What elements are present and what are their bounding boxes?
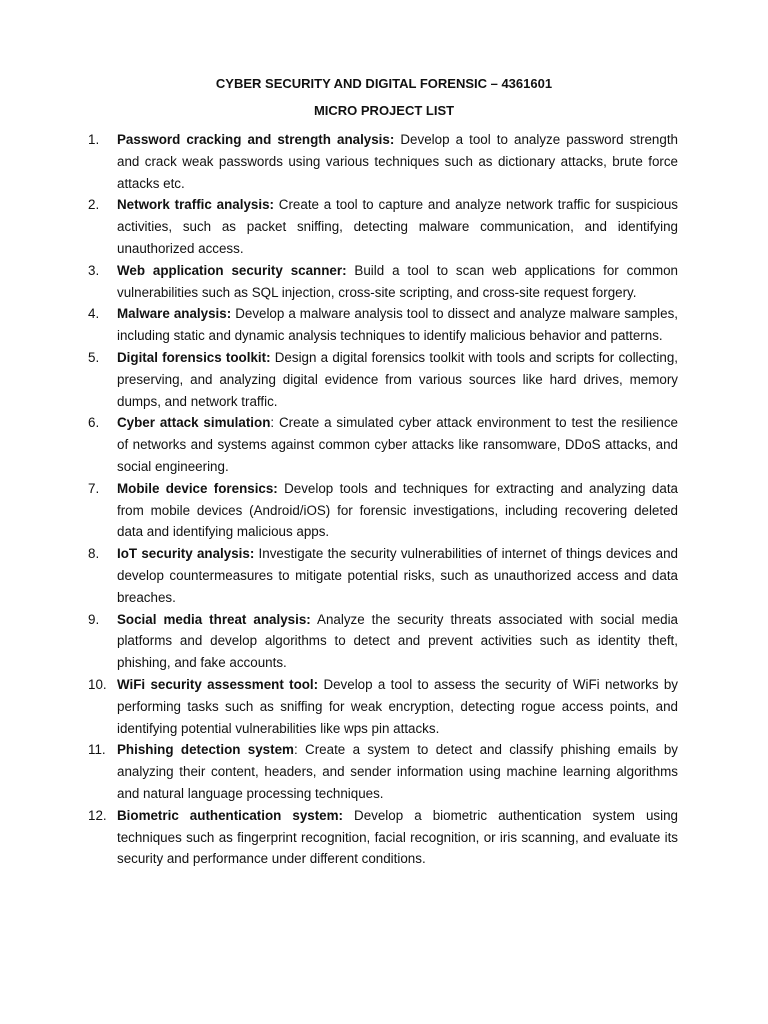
list-item <box>88 478 678 543</box>
list-item <box>88 194 678 259</box>
item-text: Design a digital forensics toolkit with tools and scripts for collecting, preserving, and analyzing digital evidence from various sources like hard drives, memory dumps, and network traffic. <box>117 349 678 409</box>
item-number: 9. <box>88 611 100 627</box>
item-term: Web application security scanner: <box>117 262 347 278</box>
item-text: : Create a system to detect and classify phishing emails by analyzing their content, headers, and sender information using machine learning algorithms and natural language processing techniques. <box>117 742 678 801</box>
list-item <box>88 260 678 304</box>
list-item <box>88 805 678 870</box>
item-number: 6. <box>88 415 100 431</box>
item-term: Cyber attack simulation <box>117 415 271 431</box>
item-term: Phishing detection system <box>117 742 294 758</box>
list-item <box>88 129 678 194</box>
list-item <box>88 739 678 804</box>
item-term: IoT security analysis: <box>117 546 255 562</box>
item-number: 7. <box>88 480 100 496</box>
item-term: Malware analysis: <box>117 306 232 322</box>
item-term: Password cracking and strength analysis: <box>117 132 395 147</box>
project-list <box>88 129 678 870</box>
item-number: 3. <box>88 262 100 278</box>
item-term: Digital forensics toolkit: <box>117 349 271 365</box>
item-number: 8. <box>88 546 100 562</box>
item-text: Investigate the security vulnerabilities of internet of things devices and develop countermeasures to mitigate potential risks, such as unauthorized access and data breaches. <box>117 546 678 605</box>
document-subtitle: MICRO PROJECT LIST <box>313 103 455 118</box>
list-item <box>88 303 678 347</box>
item-term: Biometric authentication system: <box>117 807 343 823</box>
item-text: Develop a biometric authentication system using techniques such as fingerprint recognition, facial recognition, or iris scanning, and evaluate its security and performance under different conditions. <box>117 807 678 867</box>
item-text: Develop a tool to analyze password strength and crack weak passwords using various techniques such as dictionary attacks, brute force attacks etc. <box>117 132 678 191</box>
item-text: Analyze the security threats associated with social media platforms and develop algorithms to detect and prevent activities such as identity theft, phishing, and fake accounts. <box>117 611 679 671</box>
item-text: Create a tool to capture and analyze network traffic for suspicious activities, such as packet sniffing, detecting malware communication, and identifying unauthorized access. <box>117 197 678 256</box>
item-text: : Create a simulated cyber attack environment to test the resilience of networks and systems against common cyber attacks like ransomware, DDoS attacks, and social engineering. <box>117 415 678 474</box>
item-term: WiFi security assessment tool: <box>117 676 319 692</box>
item-number: 12. <box>88 807 107 823</box>
item-number: 5. <box>88 349 100 365</box>
item-text: Develop tools and techniques for extracting and analyzing data from mobile devices (Android/iOS) for forensic investigations, including recovering deleted data and identifying malicious apps. <box>117 480 678 540</box>
item-term: Network traffic analysis: <box>117 197 274 213</box>
item-term: Mobile device forensics: <box>117 480 278 496</box>
list-item <box>88 543 678 608</box>
item-number: 4. <box>88 306 100 322</box>
list-item <box>88 412 678 477</box>
item-text: Develop a malware analysis tool to dissect and analyze malware samples, including static and dynamic analysis techniques to identify malicious behavior and patterns. <box>117 306 679 344</box>
item-text: Build a tool to scan web applications for common vulnerabilities such as SQL injection, cross-site scripting, and cross-site request forgery. <box>117 262 678 300</box>
list-item <box>88 674 678 739</box>
item-term: Social media threat analysis: <box>117 611 311 627</box>
item-number: 10. <box>88 676 107 692</box>
list-item <box>88 609 678 674</box>
item-number: 11. <box>88 742 106 758</box>
item-number: 2. <box>88 197 100 213</box>
list-item <box>88 347 678 412</box>
item-number: 1. <box>88 132 100 147</box>
item-text: Develop a tool to assess the security of WiFi networks by performing tasks such as sniffing for weak encryption, detecting rogue access points, and identifying potential vulnerabilities like wps pin attacks. <box>117 676 678 736</box>
document-title: CYBER SECURITY AND DIGITAL FORENSIC – 4361601 <box>215 76 553 91</box>
